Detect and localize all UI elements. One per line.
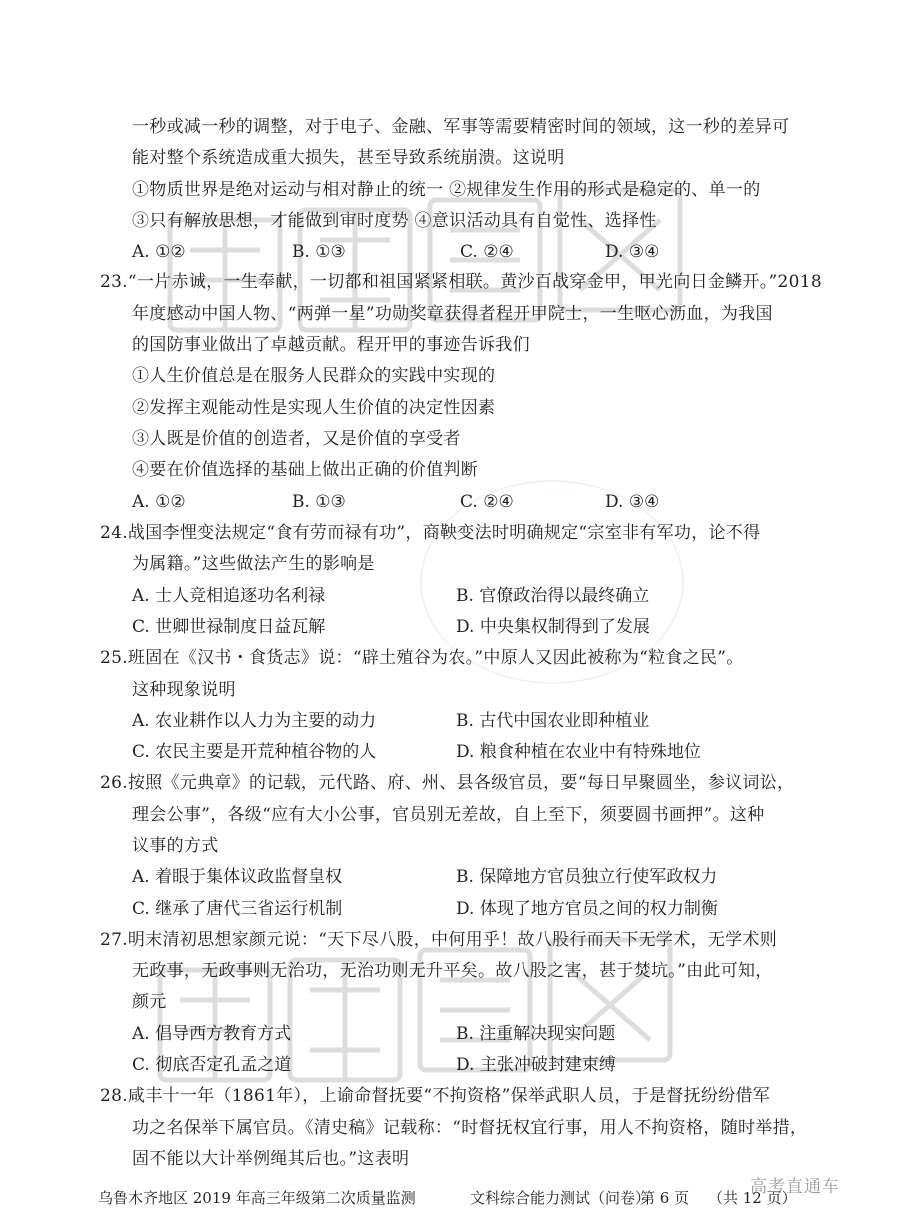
text-line: ③人既是价值的创造者，又是价值的享受者 [132, 429, 461, 449]
question-23: 23.“一片赤诚，一生奉献，一切都和祖国紧紧相联。黄沙百战穿金甲，甲光向日金鳞开。”2018 [100, 272, 822, 292]
option-d: D. ③④ [605, 492, 660, 512]
option-a: A. ①② [132, 242, 186, 262]
text-line: 理会公事”，各级“应有大小公事，官员别无差故，自上至下，须要圆书画押”。这种 [132, 805, 765, 825]
text-line: ④要在价值选择的基础上做出正确的价值判断 [132, 460, 478, 480]
text-line: 为属籍。”这些做法产生的影响是 [132, 554, 375, 574]
option-d: D. ③④ [605, 242, 660, 262]
footer-page-number: 第 6 页 [640, 1189, 690, 1207]
option-a: A. 着眼于集体议政监督皇权 [132, 867, 343, 887]
footer-subject: 文科综合能力测试（问卷） [470, 1189, 651, 1207]
question-28: 28.咸丰十一年（1861年），上谕命督抚要“不拘资格”保举武职人员，于是督抚纷纷借军 [100, 1086, 771, 1106]
option-a: A. ①② [132, 492, 186, 512]
question-26: 26.按照《元典章》的记载，元代路、府、州、县各级官员，要“每日早聚圆坐，参议词讼， [100, 773, 795, 793]
option-a: A. 士人竞相追逐功名利禄 [132, 586, 326, 606]
text-line: 能对整个系统造成重大损失，甚至导致系统崩溃。这说明 [132, 148, 565, 168]
text-line: 的国防事业做出了卓越贡献。程开甲的事迹告诉我们 [132, 335, 530, 355]
footer-exam-title: 乌鲁木齐地区 2019 年高三年级第二次质量监测 [98, 1189, 416, 1207]
option-c: C. 彻底否定孔孟之道 [132, 1055, 292, 1075]
text-line: 固不能以大计举例绳其后也。”这表明 [132, 1149, 410, 1169]
option-b: B. 古代中国农业即种植业 [456, 711, 650, 731]
question-25: 25.班固在《汉书・食货志》说：“辟土殖谷为农。”中原人又因此被称为“粒食之民”。 [100, 648, 744, 668]
option-c: C. ②④ [460, 492, 514, 512]
option-b: B. 注重解决现实问题 [456, 1024, 616, 1044]
text-line: 这种现象说明 [132, 680, 236, 700]
footer-page-total: （共 12 页） [708, 1189, 797, 1207]
watermark-text: 高考直通车 [750, 1177, 840, 1197]
option-c: C. ②④ [460, 242, 514, 262]
text-line: 年度感动中国人物、“两弹一星”功勋奖章获得者程开甲院士，一生呕心沥血，为我国 [132, 304, 773, 324]
option-c: C. 继承了唐代三省运行机制 [132, 899, 343, 919]
text-line: ①物质世界是绝对运动与相对静止的统一 ②规律发生作用的形式是稳定的、单一的 [132, 180, 761, 200]
option-a: A. 农业耕作以人力为主要的动力 [132, 711, 377, 731]
question-24: 24.战国李悝变法规定“食有劳而禄有功”，商鞅变法时明确规定“宗室非有军功，论不得 [100, 523, 761, 543]
option-b: B. 官僚政治得以最终确立 [456, 586, 650, 606]
option-b: B. ①③ [292, 242, 346, 262]
option-d: D. 体现了地方官员之间的权力制衡 [456, 899, 718, 919]
text-line: ③只有解放思想，才能做到审时度势 ④意识活动具有自觉性、选择性 [132, 211, 657, 231]
text-line: ②发挥主观能动性是实现人生价值的决定性因素 [132, 398, 496, 418]
text-line: 颜元 [132, 992, 167, 1012]
text-line: ①人生价值总是在服务人民群众的实践中实现的 [132, 366, 496, 386]
question-27: 27.明末清初思想家颜元说：“天下尽八股，中何用乎！故八股行而天下无学术，无学术则 [100, 930, 778, 950]
text-line: 一秒或减一秒的调整，对于电子、金融、军事等需要精密时间的领域，这一秒的差异可 [132, 117, 790, 137]
text-line: 功之名保举下属官员。《清史稿》记载称：“时督抚权宜行事，用人不拘资格，随时举措， [132, 1118, 808, 1138]
option-b: B. 保障地方官员独立行使军政权力 [456, 867, 718, 887]
text-line: 议事的方式 [132, 836, 219, 856]
option-c: C. 农民主要是开荒种植谷物的人 [132, 742, 377, 762]
option-d: D. 主张冲破封建束缚 [456, 1055, 616, 1075]
option-d: D. 中央集权制得到了发展 [456, 617, 650, 637]
option-b: B. ①③ [292, 492, 346, 512]
option-d: D. 粮食种植在农业中有特殊地位 [456, 742, 701, 762]
text-line: 无政事，无政事则无治功，无治功则无升平矣。故八股之害，甚于焚坑。”由此可知， [132, 961, 773, 981]
option-a: A. 倡导西方教育方式 [132, 1024, 292, 1044]
option-c: C. 世卿世禄制度日益瓦解 [132, 617, 326, 637]
